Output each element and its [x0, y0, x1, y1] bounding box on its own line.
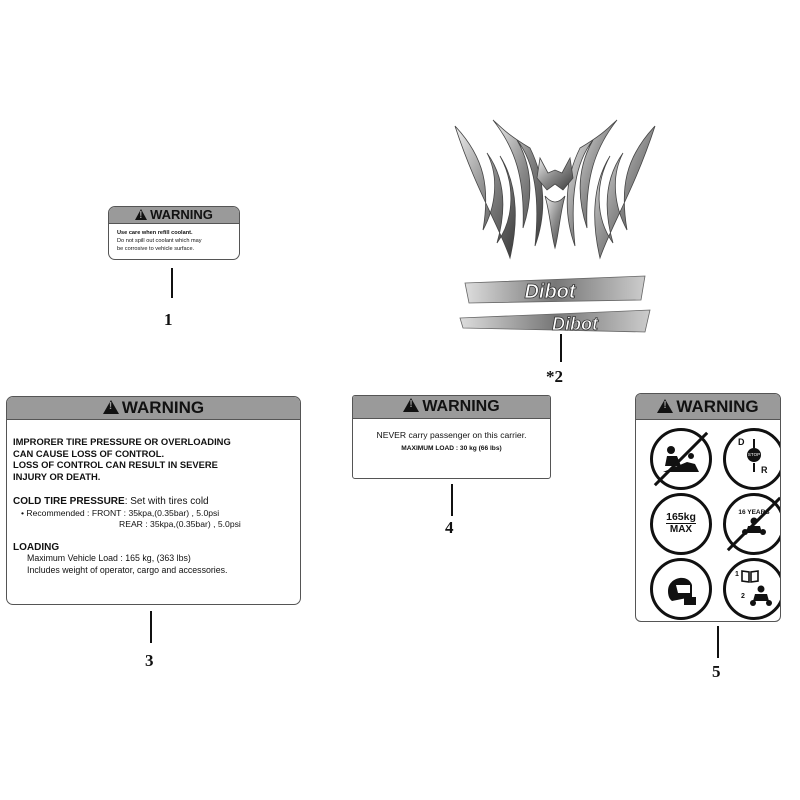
carrier-warning-label	[352, 395, 551, 479]
callout-number-1: 1	[164, 310, 173, 329]
warning-triangle-icon	[403, 398, 419, 412]
wear-helmet-icon	[650, 558, 712, 620]
warning-header-text: WARNING	[150, 207, 213, 222]
vehicle-on-road-icon	[661, 442, 701, 476]
warning-header-text: WARNING	[121, 398, 205, 417]
age-16-text: 16 YEARS	[738, 509, 770, 516]
max-load-max-text: MAX	[669, 524, 693, 535]
tire-warning-line-4: INJURY OR DEATH.	[13, 470, 101, 482]
pictogram-warning-label	[635, 393, 781, 622]
warning-header	[353, 396, 550, 419]
no-driving-on-road-icon	[650, 428, 712, 490]
loading-line-2: Includes weight of operator, cargo and accessories.	[27, 564, 228, 575]
warning-header	[636, 394, 780, 420]
callout-number-4: 4	[445, 518, 454, 537]
warning-header-text: WARNING	[676, 397, 759, 416]
tire-pressure-warning-label	[6, 396, 301, 605]
stop-sign-text: STOP	[747, 448, 761, 462]
tire-warning-line-1: IMPRORER TIRE PRESSURE OR OVERLOADING	[13, 436, 231, 447]
warning-triangle-icon	[103, 400, 119, 414]
leader-line-1	[171, 268, 173, 298]
tire-warning-line-3: LOSS OF CONTROL CAN RESULT IN SEVERE	[13, 459, 218, 470]
coolant-line-1: Use care when refill coolant.	[117, 230, 193, 236]
loading-line-1: Maximum Vehicle Load : 165 kg, (363 lbs)	[27, 553, 191, 563]
leader-line-4	[451, 484, 453, 516]
recommended-front: • Recommended : FRONT : 35kpa,(0.35bar) , 5.0psi	[21, 507, 220, 518]
svg-text:Dibot: Dibot	[524, 281, 576, 303]
coolant-line-2: Do not spill out coolant which may	[117, 238, 202, 244]
no-under-16-icon	[723, 493, 781, 555]
cold-tire-pressure-title: COLD TIRE PRESSURE	[13, 496, 125, 507]
cold-tire-pressure-desc: : Set with tires cold	[124, 496, 209, 507]
leader-line-2	[560, 334, 562, 362]
child-rider-icon	[740, 517, 768, 535]
gear-d-text: D	[738, 437, 745, 447]
loading-title: LOADING	[13, 541, 60, 553]
carrier-line-1: NEVER carry passenger on this carrier.	[376, 430, 527, 440]
coolant-warning-body	[109, 224, 239, 253]
coolant-line-3: be corrosive to vehicle surface.	[117, 246, 195, 252]
coolant-warning-label	[108, 206, 240, 260]
max-load-value: 165kg	[666, 511, 696, 523]
callout-number-5: 5	[712, 662, 721, 681]
recommended-rear: REAR : 35kpa,(0.35bar) , 5.0psi	[119, 518, 241, 529]
dibot-logo-upper	[465, 276, 645, 303]
warning-triangle-icon	[657, 399, 673, 413]
warning-header	[109, 207, 239, 224]
read-manual-icon	[723, 558, 781, 620]
gear-r-text: R	[761, 465, 768, 475]
shift-gear-icon	[723, 428, 781, 490]
tire-warning-body	[7, 420, 300, 576]
callout-number-3: 3	[145, 651, 154, 670]
callout-number-2: *2	[546, 367, 563, 386]
helmet-icon	[662, 571, 700, 607]
cold-tire-pressure-row	[13, 496, 294, 508]
warning-triangle-icon	[135, 209, 147, 220]
manual-step-1: 1	[735, 571, 739, 578]
leader-line-3	[150, 611, 152, 643]
warning-header-text: WARNING	[422, 398, 500, 415]
svg-text:Dibot: Dibot	[552, 314, 598, 334]
tire-warning-line-2: CAN CAUSE LOSS OF CONTROL.	[13, 447, 165, 459]
carrier-line-2: MAXIMUM LOAD : 30 kg (66 lbs)	[401, 445, 502, 452]
warning-header	[7, 397, 300, 420]
dibot-logo-lower	[460, 310, 650, 334]
book-icon	[741, 569, 759, 583]
tribal-wing-graphic	[455, 120, 655, 258]
dibot-decal-graphic	[445, 118, 665, 343]
manual-step-2: 2	[741, 593, 745, 600]
max-load-165kg-icon	[650, 493, 712, 555]
leader-line-5	[717, 626, 719, 658]
rider-icon	[749, 585, 773, 607]
carrier-warning-body	[353, 419, 550, 455]
